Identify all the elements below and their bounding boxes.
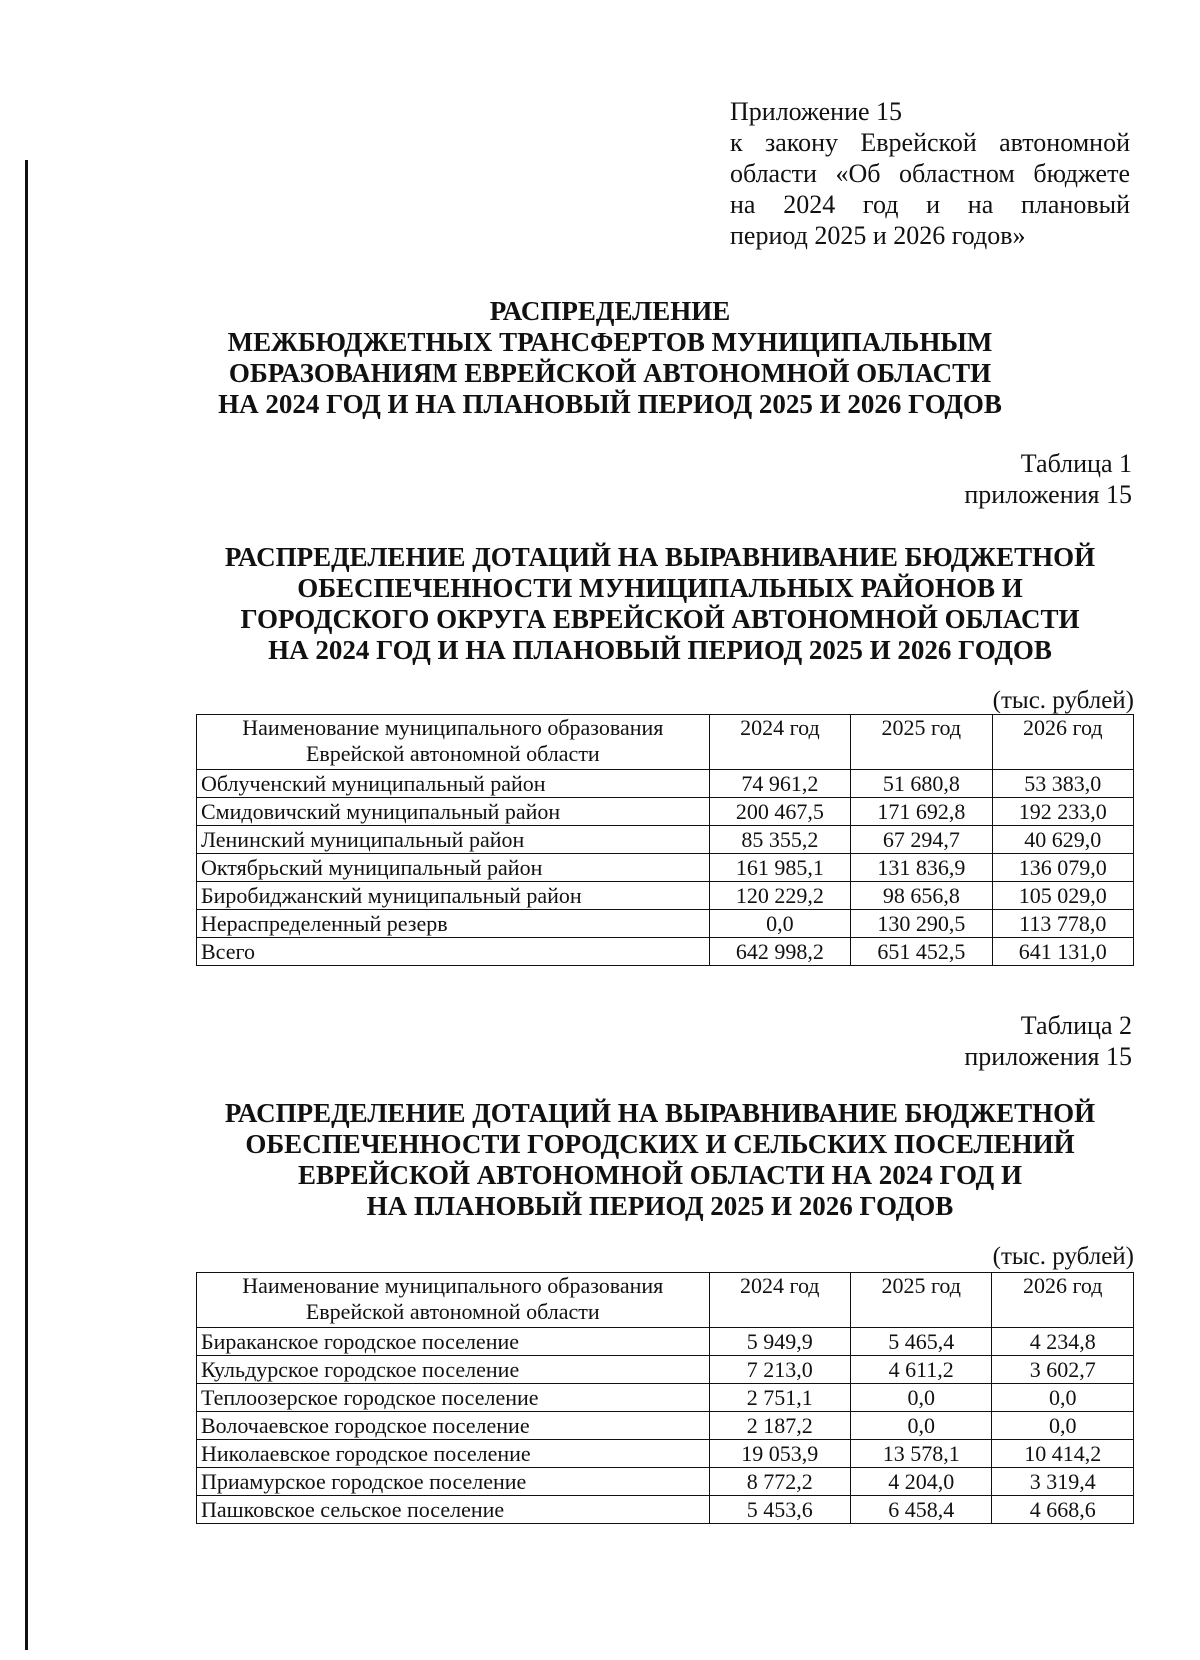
value-2024: 7 213,0 [709, 1356, 850, 1384]
value-2024: 2 187,2 [709, 1412, 850, 1440]
table1-title-line: РАСПРЕДЕЛЕНИЕ ДОТАЦИЙ НА ВЫРАВНИВАНИЕ БЮДЖЕТНОЙ [224, 542, 1096, 572]
table1-title-line: НА 2024 ГОД И НА ПЛАНОВЫЙ ПЕРИОД 2025 И 2026 ГОДОВ [268, 635, 1052, 665]
value-2024: 2 751,1 [709, 1384, 850, 1412]
table1-title-line: ОБЕСПЕЧЕННОСТИ МУНИЦИПАЛЬНЫХ РАЙОНОВ И [297, 573, 1023, 603]
table2 [196, 1272, 1134, 1524]
main-title-line: НА 2024 ГОД И НА ПЛАНОВЫЙ ПЕРИОД 2025 И 2026 ГОДОВ [218, 389, 1002, 419]
settlement-name: Пашковское сельское поселение [197, 1496, 710, 1524]
value-2024: 200 467,5 [709, 798, 850, 826]
table2-title-line: ОБЕСПЕЧЕННОСТИ ГОРОДСКИХ И СЕЛЬСКИХ ПОСЕЛЕНИЙ [245, 1129, 1075, 1159]
appendix-header-line: Приложение 15 [730, 97, 903, 126]
value-2026: 53 383,0 [992, 770, 1133, 798]
value-2026: 136 079,0 [992, 854, 1133, 882]
table2-unit: (тыс. рублей) [992, 1243, 1134, 1270]
table1-title [190, 542, 1130, 666]
appendix-header-line: на 2024 год и на плановый [730, 190, 1130, 219]
value-2024: 5 949,9 [709, 1328, 850, 1356]
value-2024: 19 053,9 [709, 1440, 850, 1468]
value-2024: 0,0 [709, 910, 850, 938]
column-header-2024: 2024 год [709, 715, 850, 770]
margin-line [25, 160, 28, 1650]
total-2025: 651 452,5 [851, 938, 992, 966]
table2-caption-line: Таблица 2 [1020, 1011, 1132, 1040]
settlement-name: Николаевское городское поселение [197, 1440, 710, 1468]
value-2025: 67 294,7 [851, 826, 992, 854]
value-2025: 4 611,2 [850, 1356, 991, 1384]
municipality-name: Ленинский муниципальный район [197, 826, 710, 854]
table-row [197, 1440, 1134, 1468]
column-header-2026: 2026 год [992, 1273, 1134, 1328]
value-2026: 105 029,0 [992, 882, 1133, 910]
appendix-header-line: области «Об областном бюджете [730, 159, 1130, 188]
table-row [197, 1496, 1134, 1524]
column-header-name-line: Еврейской автономной области [305, 1299, 600, 1324]
value-2026: 40 629,0 [992, 826, 1133, 854]
municipality-name: Биробиджанский муниципальный район [197, 882, 710, 910]
column-header-2024: 2024 год [709, 1273, 850, 1328]
value-2026: 4 234,8 [992, 1328, 1134, 1356]
table-row [197, 1356, 1134, 1384]
value-2025: 6 458,4 [850, 1496, 991, 1524]
appendix-header [730, 96, 1130, 251]
municipality-name: Смидовичский муниципальный район [197, 798, 710, 826]
value-2025: 0,0 [850, 1412, 991, 1440]
table2-title-line: ЕВРЕЙСКОЙ АВТОНОМНОЙ ОБЛАСТИ НА 2024 ГОД И [298, 1160, 1022, 1190]
settlement-name: Приамурское городское поселение [197, 1468, 710, 1496]
table2-title-line: НА ПЛАНОВЫЙ ПЕРИОД 2025 И 2026 ГОДОВ [366, 1191, 954, 1221]
settlement-name: Волочаевское городское поселение [197, 1412, 710, 1440]
table-row [197, 1384, 1134, 1412]
table-row [197, 1412, 1134, 1440]
table2-caption [964, 1010, 1132, 1072]
settlement-name: Бираканское городское поселение [197, 1328, 710, 1356]
value-2026: 0,0 [992, 1412, 1134, 1440]
value-2024: 74 961,2 [709, 770, 850, 798]
table-row [197, 770, 1134, 798]
table-row [197, 798, 1134, 826]
value-2024: 85 355,2 [709, 826, 850, 854]
municipality-name: Октябрьский муниципальный район [197, 854, 710, 882]
value-2026: 3 602,7 [992, 1356, 1134, 1384]
value-2026: 113 778,0 [992, 910, 1133, 938]
column-header-name [197, 1273, 710, 1328]
value-2024: 5 453,6 [709, 1496, 850, 1524]
table1-header-row [197, 715, 1134, 770]
column-header-name-line: Еврейской автономной области [305, 741, 600, 766]
value-2024: 161 985,1 [709, 854, 850, 882]
value-2025: 4 204,0 [850, 1468, 991, 1496]
value-2025: 13 578,1 [850, 1440, 991, 1468]
settlement-name: Кульдурское городское поселение [197, 1356, 710, 1384]
column-header-2026: 2026 год [992, 715, 1133, 770]
value-2025: 98 656,8 [851, 882, 992, 910]
main-title-line: РАСПРЕДЕЛЕНИЕ [489, 296, 731, 326]
table-row [197, 910, 1134, 938]
value-2026: 192 233,0 [992, 798, 1133, 826]
column-header-2025: 2025 год [851, 715, 992, 770]
value-2024: 8 772,2 [709, 1468, 850, 1496]
appendix-header-line: к закону Еврейской автономной [730, 128, 1130, 157]
total-2024: 642 998,2 [709, 938, 850, 966]
table2-title-line: РАСПРЕДЕЛЕНИЕ ДОТАЦИЙ НА ВЫРАВНИВАНИЕ БЮДЖЕТНОЙ [224, 1098, 1096, 1128]
main-title-line: МЕЖБЮДЖЕТНЫХ ТРАНСФЕРТОВ МУНИЦИПАЛЬНЫМ [227, 327, 993, 357]
table1-title-line: ГОРОДСКОГО ОКРУГА ЕВРЕЙСКОЙ АВТОНОМНОЙ ОБЛАСТИ [240, 604, 1080, 634]
column-header-2025: 2025 год [850, 1273, 991, 1328]
value-2026: 0,0 [992, 1384, 1134, 1412]
table1-caption [964, 448, 1132, 510]
value-2026: 4 668,6 [992, 1496, 1134, 1524]
column-header-name-line: Наименование муниципального образования [242, 715, 664, 740]
table-total-row [197, 938, 1134, 966]
table1 [196, 714, 1134, 966]
table2-header-row [197, 1273, 1134, 1328]
column-header-name-line: Наименование муниципального образования [242, 1273, 664, 1298]
municipality-name: Нераспределенный резерв [197, 910, 710, 938]
total-label: Всего [197, 938, 710, 966]
table-row [197, 1468, 1134, 1496]
value-2025: 51 680,8 [851, 770, 992, 798]
value-2025: 131 836,9 [851, 854, 992, 882]
table1-unit: (тыс. рублей) [992, 687, 1134, 714]
column-header-name [197, 715, 710, 770]
table1-caption-line: Таблица 1 [1020, 449, 1132, 478]
value-2025: 0,0 [850, 1384, 991, 1412]
value-2026: 10 414,2 [992, 1440, 1134, 1468]
value-2025: 5 465,4 [850, 1328, 991, 1356]
table-row [197, 1328, 1134, 1356]
table-row [197, 826, 1134, 854]
municipality-name: Облученский муниципальный район [197, 770, 710, 798]
value-2025: 130 290,5 [851, 910, 992, 938]
table-row [197, 854, 1134, 882]
main-title [180, 296, 1040, 420]
value-2025: 171 692,8 [851, 798, 992, 826]
main-title-line: ОБРАЗОВАНИЯМ ЕВРЕЙСКОЙ АВТОНОМНОЙ ОБЛАСТИ [228, 358, 992, 388]
table1-caption-line: приложения 15 [964, 480, 1132, 509]
value-2026: 3 319,4 [992, 1468, 1134, 1496]
value-2024: 120 229,2 [709, 882, 850, 910]
total-2026: 641 131,0 [992, 938, 1133, 966]
appendix-header-line: период 2025 и 2026 годов» [730, 221, 1026, 250]
table-row [197, 882, 1134, 910]
table2-caption-line: приложения 15 [964, 1042, 1132, 1071]
table2-title [190, 1098, 1130, 1222]
settlement-name: Теплоозерское городское поселение [197, 1384, 710, 1412]
